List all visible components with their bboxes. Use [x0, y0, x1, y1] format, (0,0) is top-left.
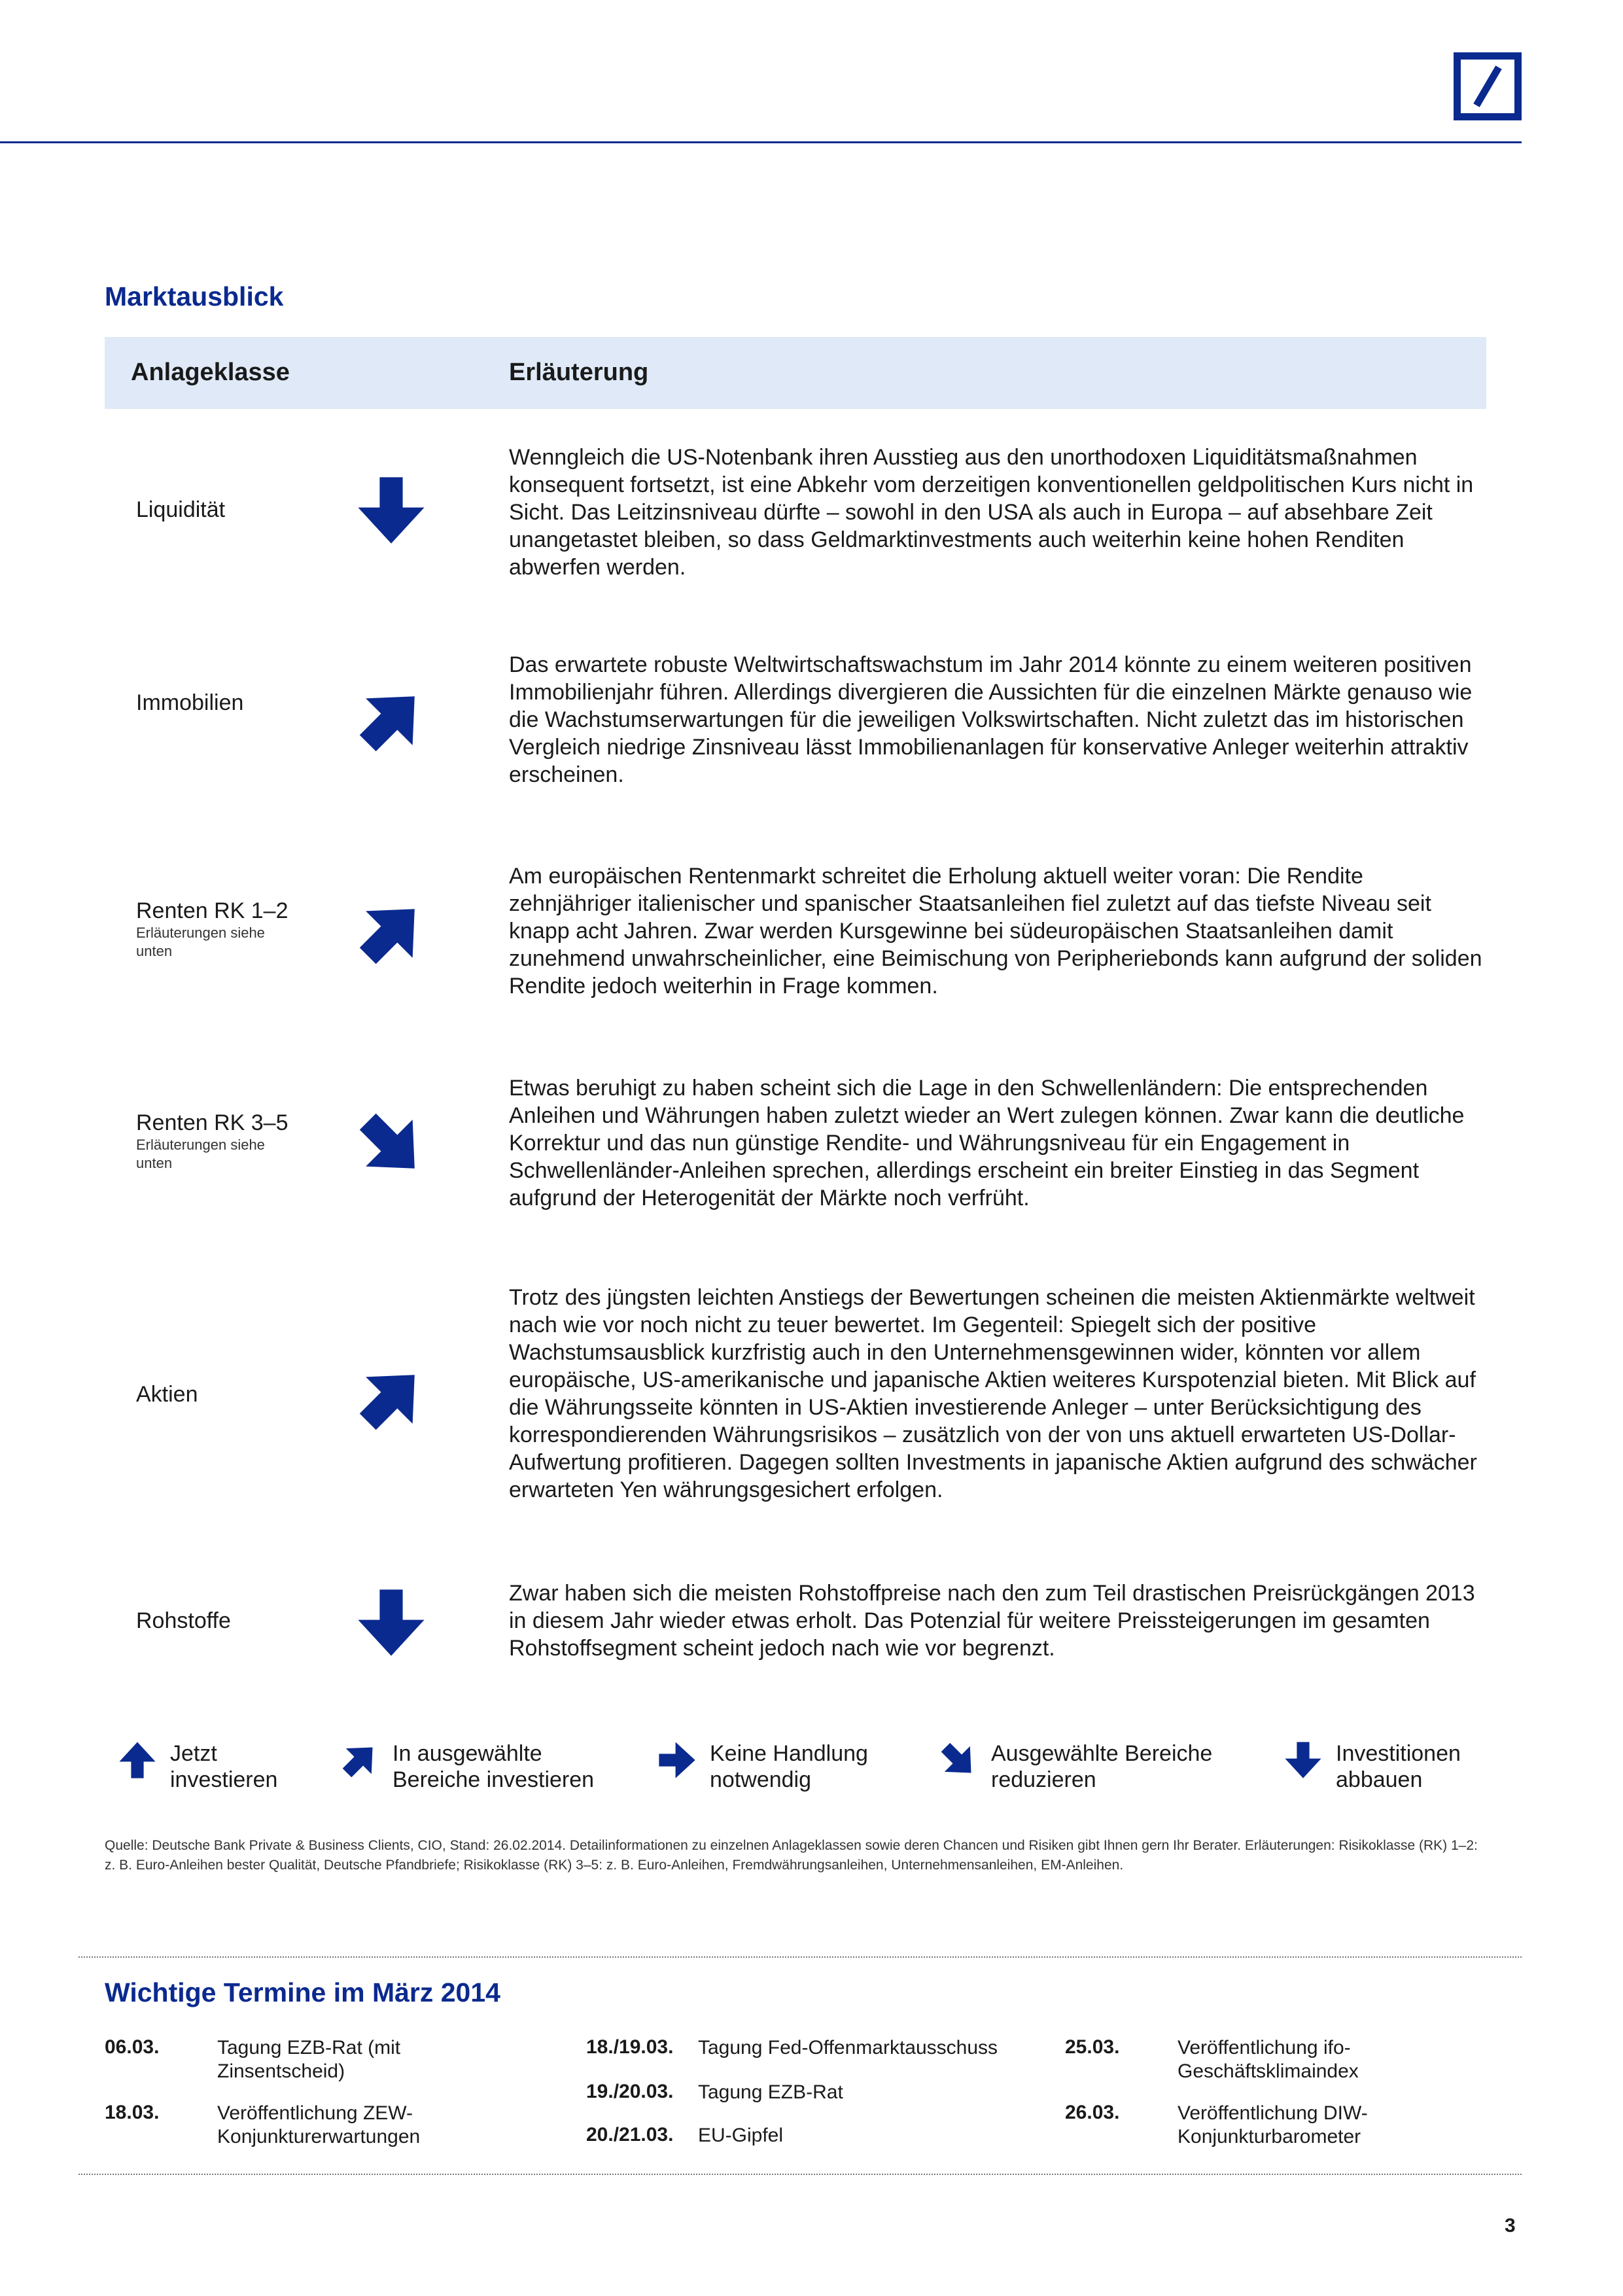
- date-event: Veröffentlichung ifo-Geschäftsklimaindex: [1178, 2037, 1359, 2082]
- arrow-up-right-icon: [355, 684, 427, 756]
- arrow-down-icon: [355, 1587, 427, 1659]
- date-value: 18.03.: [105, 2102, 160, 2123]
- date-value: 06.03.: [105, 2036, 160, 2058]
- arrow-right-icon: [657, 1740, 697, 1780]
- source-footnote: Quelle: Deutsche Bank Private & Business Clients, CIO, Stand: 26.02.2014. Detailinformationen zu einzelnen Anlageklassen sowie deren Chancen und Risiken gibt Ihnen gern Ihr Berater. Erläuterungen: Risikoklasse (RK) 1–2: z. B. Euro-Anleihen bester Qualität, Deutsche Pfandbriefe; Risikoklasse (RK) 3–5: z. B. Euro-Anleihen, Fremdwährungsanleihen, Unternehmensanleihen, EM-Anleihen.: [105, 1838, 1478, 1873]
- arrow-down-right-icon: [355, 1109, 427, 1181]
- row-label: Renten RK 1–2: [136, 898, 288, 923]
- deutsche-bank-logo: [1454, 52, 1522, 120]
- row-explanation: Am europäischen Rentenmarkt schreitet die Erholung aktuell weiter voran: Die Rendite zehnjähriger italienischer und spanischer Staatsanleihen fiel zuletzt auf das tiefste Niveau seit knapp acht Jahren. Zwar werden Kursgewinne bei südeuropäischen Staatsanleihen damit zunehmend unwahrscheinlicher, eine Beimischung von Peripheriebonds kann aufgrund der soliden Rendite jedoch weiterhin in Frage kommen.: [509, 864, 1482, 998]
- row-explanation: Das erwartete robuste Weltwirtschaftswachstum im Jahr 2014 könnte zu einem weiteren positiven Immobilienjahr führen. Allerdings divergieren die Aussichten für die einzelnen Märkte genauso wie die Wachstumserwartungen für die jeweiligen Volkswirtschaften. Nicht zuletzt das im historischen Vergleich niedrige Zinsniveau lässt Immobilienanlagen für konservative Anleger weiterhin attraktiv erscheinen.: [509, 652, 1473, 787]
- dotted-divider-bottom: [79, 2174, 1522, 2175]
- date-event: Tagung Fed-Offenmarktausschuss: [698, 2037, 998, 2058]
- row-label: Rohstoffe: [136, 1608, 231, 1633]
- dates-title: Wichtige Termine im März 2014: [105, 1977, 500, 2007]
- row-sublabel: Erläuterungen siehe unten: [136, 925, 265, 959]
- date-value: 25.03.: [1065, 2036, 1120, 2058]
- legend-label: Ausgewählte Bereiche reduzieren: [991, 1741, 1213, 1792]
- arrow-down-right-icon: [939, 1740, 978, 1780]
- table-header: [105, 337, 1486, 409]
- date-event: Veröffentlichung DIW-Konjunkturbarometer: [1178, 2102, 1368, 2147]
- page-number: 3: [1505, 2215, 1516, 2236]
- date-value: 18./19.03.: [586, 2036, 674, 2058]
- legend-item-up-right: [340, 1740, 608, 1793]
- date-value: 20./21.03.: [586, 2124, 674, 2146]
- column-header-explanation: Erläuterung: [509, 359, 649, 386]
- legend-label: Keine Handlung notwendig: [710, 1741, 868, 1792]
- arrow-down-icon: [1283, 1740, 1323, 1780]
- section-title: Marktausblick: [105, 281, 284, 311]
- dotted-divider-top: [79, 1956, 1522, 1958]
- arrow-up-icon: [118, 1740, 157, 1780]
- row-explanation: Wenngleich die US-Notenbank ihren Ausstieg aus den unorthodoxen Liquiditätsmaßnahmen konsequent fortsetzt, ist eine Abkehr vom derzeitigen konventionellen geldpolitischen Kurs nicht in Sicht. Das Leitzinsniveau dürfte – sowohl in den USA als auch in Europa – auf absehbare Zeit unangetastet bleiben, so dass Geldmarktinvestments auch weiterhin keine hohen Renditen abwerfen werden.: [509, 445, 1474, 580]
- row-explanation: Zwar haben sich die meisten Rohstoffpreise nach den zum Teil drastischen Preisrückgängen 2013 in diesem Jahr wieder etwas erholt. Das Potenzial für weitere Preissteigerungen im gesamten Rohstoffsegment scheint jedoch nach wie vor begrenzt.: [509, 1581, 1475, 1661]
- column-header-asset-class: Anlageklasse: [131, 359, 290, 386]
- date-event: Tagung EZB-Rat (mit Zinsentscheid): [217, 2037, 401, 2082]
- row-sublabel: Erläuterungen siehe unten: [136, 1137, 265, 1171]
- row-label: Aktien: [136, 1382, 198, 1407]
- row-explanation: Etwas beruhigt zu haben scheint sich die Lage in den Schwellenländern: Die entsprechenden Anleihen und Währungen haben zuletzt wieder an Wert zulegen können. Zwar kann die deutliche Korrektur und das nun günstige Rendite- und Währungsniveau für ein Engagement in Schwellenländer-Anleihen sprechen, allerdings erscheint ein breiter Einstieg in das Segment aufgrund der Heterogenität der Märkte noch verfrüht.: [509, 1076, 1465, 1210]
- date-event: EU-Gipfel: [698, 2125, 784, 2146]
- date-event: Veröffentlichung ZEW-Konjunkturerwartungen: [217, 2102, 421, 2147]
- legend-label: In ausgewählte Bereiche investieren: [393, 1741, 595, 1792]
- date-value: 26.03.: [1065, 2102, 1120, 2123]
- arrow-up-right-icon: [355, 896, 427, 968]
- row-label: Liquidität: [136, 497, 226, 522]
- arrow-down-icon: [355, 474, 427, 546]
- header-divider: [0, 141, 1522, 143]
- date-event: Tagung EZB-Rat: [698, 2081, 843, 2103]
- row-explanation: Trotz des jüngsten leichten Anstiegs der Bewertungen scheinen die meisten Aktienmärkte weltweit nach wie vor noch nicht zu teuer bewertet. Im Gegenteil: Spiegelt sich der positive Wachstumsausblick kurzfristig auch in den Unternehmensgewinnen wider, könnten vor allem europäische, US-amerikanische und japanische Aktien weiteres Kurspotenzial bieten. Mit Blick auf die Währungsseite könnten in US-Aktien investierende Anleger – unter Berücksichtigung des korrespondierenden Währungsrisikos – zusätzlich von der von uns aktuell erwarteten US-Dollar-Aufwertung profitieren. Dagegen sollten Investments in japanische Aktien aufgrund des schwächer erwarteten Yen währungsgesichert erfolgen.: [509, 1285, 1477, 1502]
- row-label: Immobilien: [136, 690, 244, 715]
- legend-item-down: [1283, 1740, 1486, 1793]
- legend-item-up: [118, 1740, 314, 1793]
- legend-item-right: [657, 1740, 899, 1793]
- legend-label: Investitionen abbauen: [1336, 1741, 1461, 1792]
- date-value: 19./20.03.: [586, 2081, 674, 2102]
- legend-label: Jetzt investieren: [170, 1741, 278, 1792]
- arrow-up-right-icon: [355, 1362, 427, 1434]
- row-label: Renten RK 3–5: [136, 1110, 288, 1135]
- legend-item-down-right: [939, 1740, 1227, 1793]
- arrow-up-right-icon: [340, 1740, 379, 1780]
